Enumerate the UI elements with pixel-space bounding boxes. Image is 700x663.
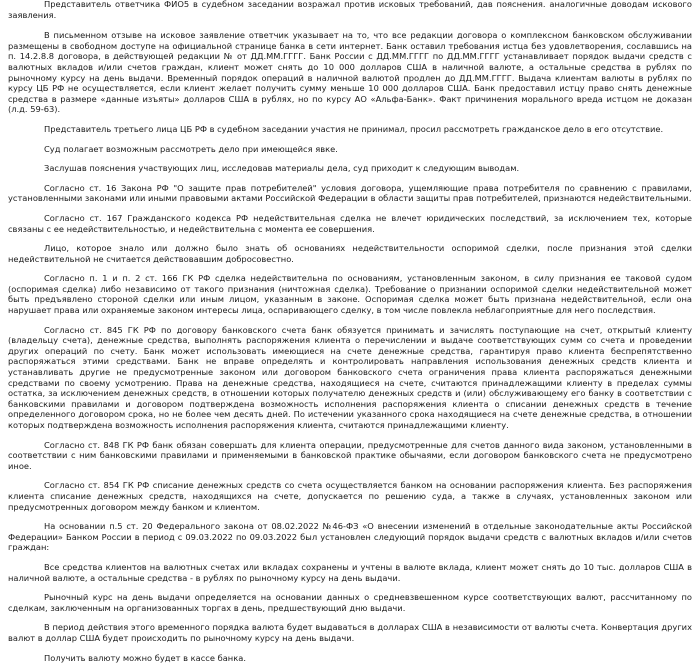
paragraph: Согласно ст. 854 ГК РФ списание денежных средств со счета осуществляется банком на основании распоряжения клиента. Без распоряжения клиента списание денежных средств, находящихся на счете, допускается по решению суда, а также в случаях, установленных законом или предусмотренных договором между банком и клиентом. (8, 480, 692, 512)
document-body (4, 0, 696, 663)
paragraph: Согласно ст. 167 Гражданского кодекса РФ недействительная сделка не влечет юридических последствий, за исключением тех, которые связаны с ее недействительностью, и недействительна с момента ее совершения. (8, 213, 692, 234)
paragraph: Согласно п. 1 и п. 2 ст. 166 ГК РФ сделка недействительна по основаниям, установленным законом, в силу признания ее таковой судом (оспоримая сделка) либо независимо от такого признания (ничтожная сделка). Требование о признании оспоримой сделки недействительной может быть предъявлено стороной сделки или иным лицом, указанным в законе. Оспоримая сделка может быть признана недействительной, если она нарушает права или охраняемые законом интересы лица, оспаривающего сделку, в том числе повлекла неблагоприятные для него последствия. (8, 273, 692, 315)
paragraph: На основании п.5 ст. 20 Федерального закона от 08.02.2022 №46-ФЗ «О внесении изменений в отдельные законодательные акты Российской Федерации» Банком России в период с 09.03.2022 по 09.03.2022 был установлен следующий порядок выдачи средств с валютных вкладов и/или счетов граждан: (8, 521, 692, 553)
paragraph: Представитель третьего лица ЦБ РФ в судебном заседании участия не принимал, просил рассмотреть гражданское дело в его отсутствие. (8, 124, 692, 135)
paragraph: Заслушав пояснения участвующих лиц, исследовав материалы дела, суд приходит к следующим выводам. (8, 163, 692, 174)
paragraph: Рыночный курс на день выдачи определяется на основании данных о средневзвешенном курсе соответствующих валют, рассчитанному по сделкам, заключенным на организованных торгах в день, предшествующий дню выдачи. (8, 592, 692, 613)
paragraph: Лицо, которое знало или должно было знать об основаниях недействительности оспоримой сделки, после признания этой сделки недействительной не считается действовавшим добросовестно. (8, 243, 692, 264)
paragraph: Суд полагает возможным рассмотреть дело при имеющейся явке. (8, 144, 692, 155)
paragraph: Согласно ст. 16 Закона РФ "О защите прав потребителей" условия договора, ущемляющие права потребителя по сравнению с правилами, установленными законами или иными правовыми актами Российской Федерации в области защиты прав потребителей, признаются недействительными. (8, 183, 692, 204)
paragraph: Представитель ответчика ФИО5 в судебном заседании возражал против исковых требований, дав пояснения. аналогичные доводам искового заявления. (8, 0, 692, 20)
paragraph: Получить валюту можно будет в кассе банка. (8, 653, 692, 663)
paragraph: В письменном отзыве на исковое заявление ответчик указывает на то, что все редакции договора о комплексном банковском обслуживании размещены в свободном доступе на официальной странице банка в сети интернет. Банк оставил требования истца без удовлетворения, сославшись на п. 14.2.8.8 договора, в действующей редакции № от ДД.ММ.ГГГГ. Банк России с ДД.ММ.ГГГГ по ДД.ММ.ГГГГ устанавливает порядок выдачи средств с валютных вкладов и/или счетов граждан, клиент может снять до 10 000 долларов США в наличной валюте, а остальные средства в рублях по рыночному курсу на день выдачи. Временный порядок операций в наличной валютой продлен до ДД.ММ.ГГГГ. Выдача клиентам валюты в рублях по курсу ЦБ РФ не осуществляется, если клиент желает получить сумму меньше 10 000 долларов США. Банк предоставил истцу право снять денежные средства в размере «данные изъяты» долларов США в рублях, но по курсу АО «Альфа-Банк». Факт причинения морального вреда истцом не доказан (л.д. 59-63). (8, 30, 692, 115)
paragraph: В период действия этого временного порядка валюта будет выдаваться в долларах США в независимости от валюты счета. Конвертация других валют в доллар США будет происходить по рыночному курсу на день выдачи. (8, 622, 692, 643)
paragraph: Согласно ст. 848 ГК РФ банк обязан совершать для клиента операции, предусмотренные для счетов данного вида законом, установленными в соответствии с ним банковскими правилами и применяемыми в банковской практике обычаями, если договором банковского счета не предусмотрено иное. (8, 440, 692, 472)
paragraph: Согласно ст. 845 ГК РФ по договору банковского счета банк обязуется принимать и зачислять поступающие на счет, открытый клиенту (владельцу счета), денежные средства, выполнять распоряжения клиента о перечислении и выдаче соответствующих сумм со счета и проведении других операций по счету. Банк может использовать имеющиеся на счете денежные средства, гарантируя право клиента беспрепятственно распоряжаться этими средствами. Банк не вправе определять и контролировать направления использования денежных средств клиента и устанавливать другие не предусмотренные законом или договором банковского счета ограничения права клиента распоряжаться денежными средствами по своему усмотрению. Права на денежные средства, находящиеся на счете, считаются принадлежащими клиенту в пределах суммы остатка, за исключением денежных средств, в отношении которых получателю денежных средств и (или) обслуживающему его банку в соответствии с банковскими правилами и договором подтверждена возможность исполнения распоряжения клиента о списании денежных средств в течение определенного договором срока, но не более чем десять дней. По истечении указанного срока находящиеся на счете денежные средства, в отношении которых подтверждена возможность исполнения распоряжения клиента, считаются принадлежащими клиенту. (8, 325, 692, 431)
paragraph: Все средства клиентов на валютных счетах или вкладах сохранены и учтены в валюте вклада, клиент может снять до 10 тыс. долларов США в наличной валюте, а остальные средства - в рублях по рыночному курсу на день выдачи. (8, 562, 692, 583)
